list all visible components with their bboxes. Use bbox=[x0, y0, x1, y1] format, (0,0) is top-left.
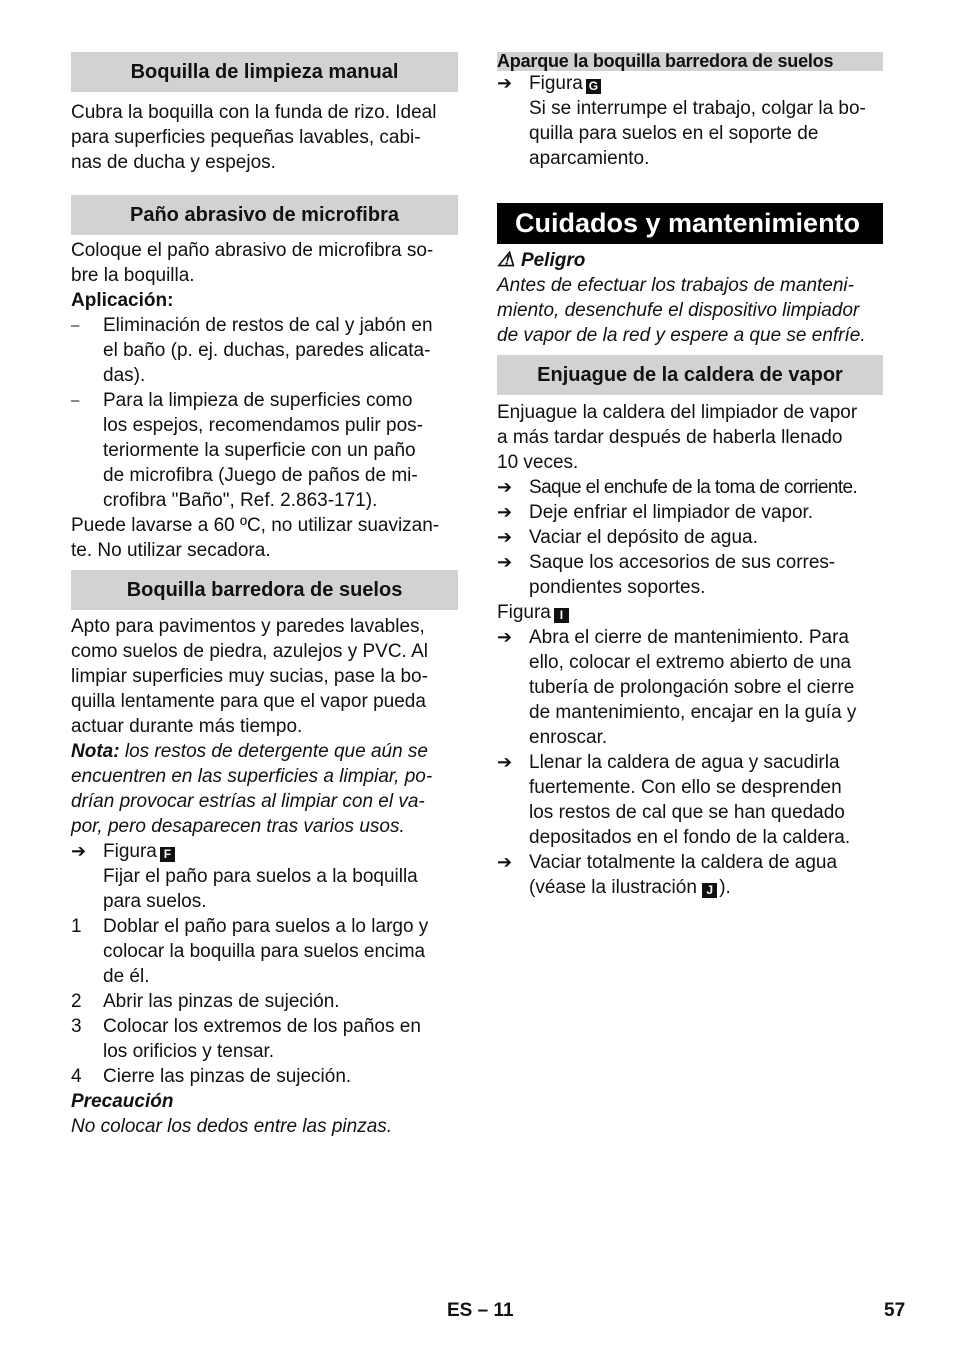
note-line: encuentren en las superficies a limpiar, po- bbox=[71, 766, 433, 787]
caution-title: Precaución bbox=[71, 1091, 174, 1112]
step-item bbox=[71, 989, 458, 1014]
right-column bbox=[497, 52, 883, 900]
body-line: crofibra "Baño", Ref. 2.863-171). bbox=[103, 490, 378, 511]
figure-reference-item bbox=[71, 839, 458, 914]
body-line: depositados en el fondo de la caldera. bbox=[529, 827, 851, 848]
body-line: Eliminación de restos de cal y jabón en bbox=[103, 315, 433, 336]
body-line: te. No utilizar secadora. bbox=[71, 540, 271, 561]
body-line: Vaciar el depósito de agua. bbox=[529, 527, 758, 548]
body-line: de mantenimiento, encajar en la guía y bbox=[529, 702, 857, 723]
body-line: colocar la boquilla para suelos encima bbox=[103, 941, 426, 962]
figure-reference: Figura I bbox=[497, 600, 883, 625]
body-line: Coloque el paño abrasivo de microfibra so- bbox=[71, 240, 434, 261]
step-item bbox=[71, 1014, 458, 1064]
bullet-item bbox=[497, 850, 883, 900]
figure-letter-badge: I bbox=[554, 608, 569, 623]
danger-line: de vapor de la red y espere a que se enfríe. bbox=[497, 325, 866, 346]
footer-section-label: ES – 11 bbox=[447, 1300, 514, 1321]
arrow-right-icon: ➔ bbox=[497, 552, 513, 572]
body-line: Enjuague la caldera del limpiador de vapor bbox=[497, 402, 858, 423]
dash-marker: – bbox=[71, 392, 80, 409]
section-heading-enjuague-caldera: Enjuague de la caldera de vapor bbox=[497, 355, 883, 395]
body-line: Doblar el paño para suelos a lo largo y bbox=[103, 916, 429, 937]
note-line: drían provocar estrías al limpiar con el va- bbox=[71, 791, 425, 812]
step-number: 2 bbox=[71, 991, 82, 1012]
body-line: (véase la ilustración J ). bbox=[529, 877, 731, 898]
arrow-right-icon: ➔ bbox=[497, 852, 513, 872]
body-line: Deje enfriar el limpiador de vapor. bbox=[529, 502, 814, 523]
body-line: de microfibra (Juego de paños de mi- bbox=[103, 465, 418, 486]
dash-marker: – bbox=[71, 317, 80, 334]
danger-heading: ⚠ Peligro bbox=[497, 249, 586, 271]
bullet-item bbox=[497, 750, 883, 850]
warning-triangle-icon: ⚠ bbox=[497, 249, 515, 271]
body-line: Llenar la caldera de agua y sacudirla bbox=[529, 752, 840, 773]
figure-word: Figura bbox=[103, 841, 157, 862]
figure-letter-badge: J bbox=[702, 883, 717, 898]
step-number: 1 bbox=[71, 916, 82, 937]
figure-reference-item bbox=[497, 71, 883, 171]
arrow-right-icon: ➔ bbox=[71, 841, 87, 861]
body-line: Puede lavarse a 60 ºC, no utilizar suavizan- bbox=[71, 515, 440, 536]
body-line: aparcamiento. bbox=[529, 148, 650, 169]
body-line: 10 veces. bbox=[497, 452, 579, 473]
body-line: Abra el cierre de mantenimiento. Para bbox=[529, 627, 849, 648]
chapter-title: Cuidados y mantenimiento bbox=[497, 203, 883, 244]
body-line: quilla lentamente para que el vapor pueda bbox=[71, 691, 426, 712]
body-line: Colocar los extremos de los paños en bbox=[103, 1016, 421, 1037]
arrow-right-icon: ➔ bbox=[497, 73, 513, 93]
section-heading-aparque-boquilla: Aparque la boquilla barredora de suelos bbox=[497, 52, 883, 71]
note-line: Nota: los restos de detergente que aún se bbox=[71, 741, 428, 762]
body-line: como suelos de piedra, azulejos y PVC. Al bbox=[71, 641, 428, 662]
body-line: teriormente la superficie con un paño bbox=[103, 440, 416, 461]
body-line: los restos de cal que se han quedado bbox=[529, 802, 845, 823]
body-line: los espejos, recomendamos pulir pos- bbox=[103, 415, 423, 436]
arrow-right-icon: ➔ bbox=[497, 502, 513, 522]
body-line: quilla para suelos en el soporte de bbox=[529, 123, 819, 144]
caution-text: No colocar los dedos entre las pinzas. bbox=[71, 1116, 393, 1137]
figure-word: Figura bbox=[529, 73, 583, 94]
left-column bbox=[71, 52, 458, 1139]
body-line: los orificios y tensar. bbox=[103, 1041, 275, 1062]
danger-line: Antes de efectuar los trabajos de manteni- bbox=[497, 275, 854, 296]
body-line: Cierre las pinzas de sujeción. bbox=[103, 1066, 352, 1087]
body-line: fuertemente. Con ello se desprenden bbox=[529, 777, 842, 798]
body-line: actuar durante más tiempo. bbox=[71, 716, 303, 737]
bullet-item bbox=[497, 525, 883, 550]
body-line: a más tardar después de haberla llenado bbox=[497, 427, 843, 448]
arrow-right-icon: ➔ bbox=[497, 527, 513, 547]
step-number: 3 bbox=[71, 1016, 82, 1037]
arrow-right-icon: ➔ bbox=[497, 477, 513, 497]
danger-line: miento, desenchufe el dispositivo limpiador bbox=[497, 300, 860, 321]
body-line: ello, colocar el extremo abierto de una bbox=[529, 652, 852, 673]
body-line: tubería de prolongación sobre el cierre bbox=[529, 677, 855, 698]
list-item bbox=[71, 388, 458, 513]
step-number: 4 bbox=[71, 1066, 82, 1087]
body-line: Cubra la boquilla con la funda de rizo. Ideal bbox=[71, 102, 437, 123]
body-line: nas de ducha y espejos. bbox=[71, 152, 276, 173]
step-item bbox=[71, 1064, 458, 1089]
body-line: limpiar superficies muy sucias, pase la bo- bbox=[71, 666, 428, 687]
figure-letter-badge: G bbox=[586, 79, 601, 94]
body-line: das). bbox=[103, 365, 146, 386]
section-heading-boquilla-limpieza: Boquilla de limpieza manual bbox=[71, 52, 458, 92]
body-line: el baño (p. ej. duchas, paredes alicata- bbox=[103, 340, 431, 361]
body-line: Si se interrumpe el trabajo, colgar la bo- bbox=[529, 98, 866, 119]
section-heading-boquilla-barredora: Boquilla barredora de suelos bbox=[71, 570, 458, 610]
body-line: bre la boquilla. bbox=[71, 265, 195, 286]
bullet-item bbox=[497, 500, 883, 525]
body-line: para suelos. bbox=[103, 891, 207, 912]
figure-letter-badge: F bbox=[160, 847, 175, 862]
list-item bbox=[71, 313, 458, 388]
bullet-item bbox=[497, 625, 883, 750]
body-line: Vaciar totalmente la caldera de agua bbox=[529, 852, 838, 873]
body-line: Saque el enchufe de la toma de corriente. bbox=[529, 477, 858, 498]
section-heading-pano-microfibra: Paño abrasivo de microfibra bbox=[71, 195, 458, 235]
body-line: para superficies pequeñas lavables, cabi- bbox=[71, 127, 421, 148]
arrow-right-icon: ➔ bbox=[497, 627, 513, 647]
body-line: enroscar. bbox=[529, 727, 608, 748]
body-line: Abrir las pinzas de sujeción. bbox=[103, 991, 340, 1012]
arrow-right-icon: ➔ bbox=[497, 752, 513, 772]
step-item bbox=[71, 914, 458, 989]
application-label: Aplicación: bbox=[71, 290, 174, 311]
body-line: Saque los accesorios de sus corres- bbox=[529, 552, 836, 573]
page-number: 57 bbox=[884, 1300, 906, 1321]
body-line: Apto para pavimentos y paredes lavables, bbox=[71, 616, 425, 637]
body-line: Fijar el paño para suelos a la boquilla bbox=[103, 866, 418, 887]
body-line: de él. bbox=[103, 966, 150, 987]
body-line: pondientes soportes. bbox=[529, 577, 706, 598]
bullet-item bbox=[497, 550, 883, 600]
note-line: por, pero desaparecen tras varios usos. bbox=[71, 816, 405, 837]
note-label: Nota: bbox=[71, 741, 120, 762]
body-line: Para la limpieza de superficies como bbox=[103, 390, 413, 411]
bullet-item bbox=[497, 475, 883, 500]
